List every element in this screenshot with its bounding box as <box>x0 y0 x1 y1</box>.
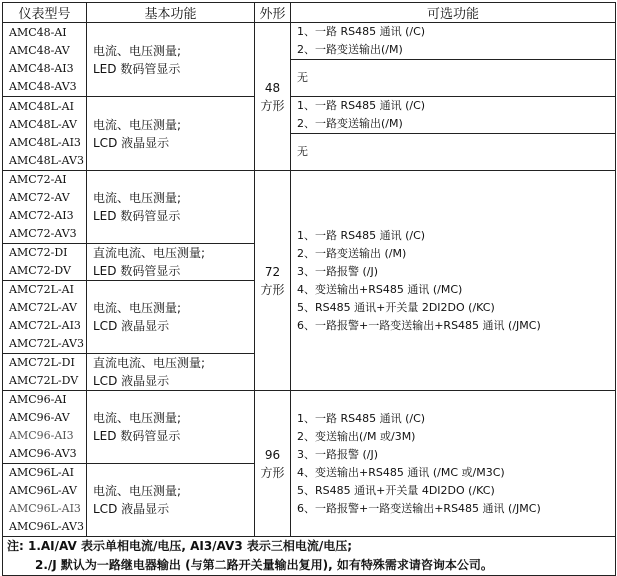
basic-function: 电流、电压测量; LCD 液晶显示 <box>87 281 255 354</box>
header-basic-function: 基本功能 <box>87 3 255 23</box>
table-row <box>3 97 616 134</box>
model-list: AMC72-AI AMC72-AV AMC72-AI3 AMC72-AV3 <box>3 171 87 244</box>
options-cell: 1、一路 RS485 通讯 (/C) 2、一路变送输出(/M) <box>291 97 616 134</box>
model-list: AMC48-AI AMC48-AV AMC48-AI3 AMC48-AV3 <box>3 23 87 97</box>
header-shape: 外形 <box>255 3 291 23</box>
basic-function: 直流电流、电压测量; LED 数码管显示 <box>87 244 255 281</box>
table-row <box>3 23 616 60</box>
model-list: AMC96L-AI AMC96L-AV AMC96L-AI3 AMC96L-AV3 <box>3 464 87 537</box>
notes-row <box>3 537 616 576</box>
header-row <box>3 3 616 23</box>
options-cell: 1、一路 RS485 通讯 (/C) 2、一路变送输出 (/M) 3、一路报警 (/J) 4、变送输出+RS485 通讯 (/MC) 5、RS485 通讯+开关量 2DI2DO (/KC) 6、一路报警+一路变送输出+RS485 通讯 (/JMC) <box>291 171 616 391</box>
notes-cell <box>3 537 616 576</box>
basic-function: 电流、电压测量; LED 数码管显示 <box>87 23 255 97</box>
shape-cell: 72 方形 <box>255 171 291 391</box>
shape-cell: 96 方形 <box>255 391 291 537</box>
header-options: 可选功能 <box>291 3 616 23</box>
options-cell: 无 <box>291 60 616 97</box>
header-model: 仪表型号 <box>3 3 87 23</box>
basic-function: 电流、电压测量; LCD 液晶显示 <box>87 464 255 537</box>
product-table <box>2 2 616 576</box>
model-list: AMC72-DI AMC72-DV <box>3 244 87 281</box>
options-cell: 1、一路 RS485 通讯 (/C) 2、变送输出(/M 或/3M) 3、一路报警 (/J) 4、变送输出+RS485 通讯 (/MC 或/M3C) 5、RS485 通讯+开关量 4DI2DO (/KC) 6、一路报警+一路变送输出+RS485 通讯 (/JMC) <box>291 391 616 537</box>
options-cell: 无 <box>291 134 616 171</box>
model-list: AMC72L-DI AMC72L-DV <box>3 354 87 391</box>
basic-function: 电流、电压测量; LCD 液晶显示 <box>87 97 255 171</box>
note-line-2: 2./J 默认为一路继电器输出 (与第二路开关量输出复用), 如有特殊需求请咨询本公司。 <box>35 558 493 572</box>
basic-function: 电流、电压测量; LED 数码管显示 <box>87 391 255 464</box>
table-row <box>3 391 616 464</box>
model-list: AMC96-AI AMC96-AV AMC96-AI3 AMC96-AV3 <box>3 391 87 464</box>
basic-function: 直流电流、电压测量; LCD 液晶显示 <box>87 354 255 391</box>
options-cell: 1、一路 RS485 通讯 (/C) 2、一路变送输出(/M) <box>291 23 616 60</box>
model-list: AMC48L-AI AMC48L-AV AMC48L-AI3 AMC48L-AV3 <box>3 97 87 171</box>
model-list: AMC72L-AI AMC72L-AV AMC72L-AI3 AMC72L-AV3 <box>3 281 87 354</box>
table-row <box>3 171 616 244</box>
basic-function: 电流、电压测量; LED 数码管显示 <box>87 171 255 244</box>
note-line-1: 注: 1.AI/AV 表示单相电流/电压, AI3/AV3 表示三相电流/电压; <box>7 539 353 553</box>
shape-cell: 48 方形 <box>255 23 291 171</box>
